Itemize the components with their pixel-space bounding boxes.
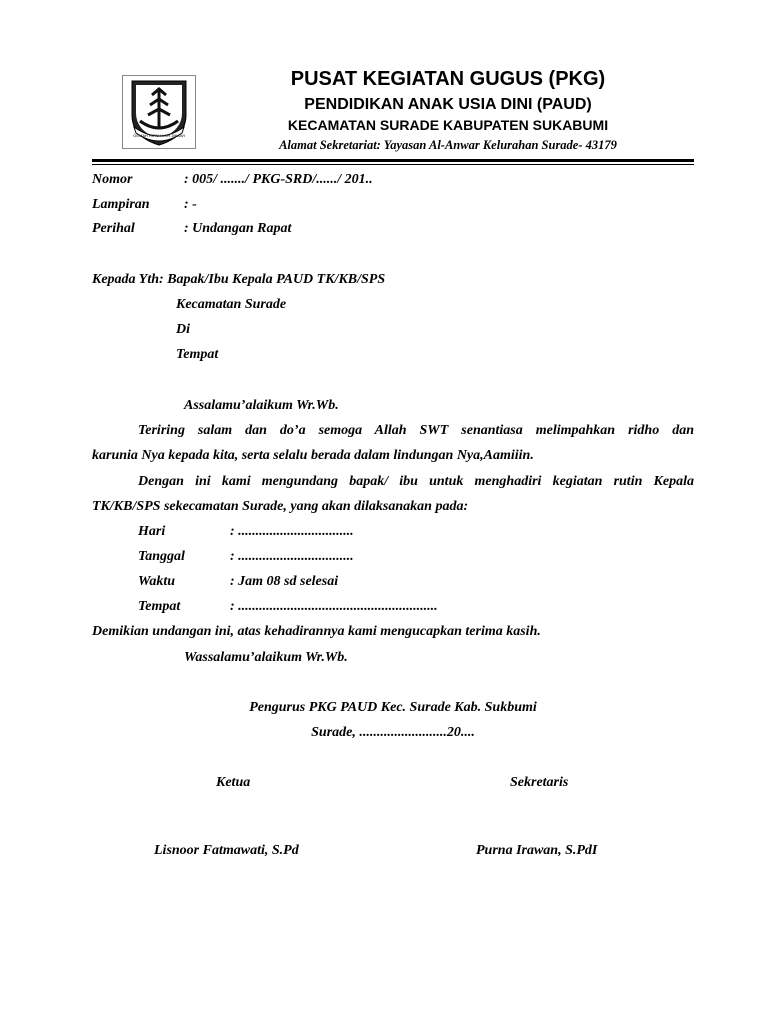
detail-value-hari: : ................................. (230, 524, 354, 539)
org-title: PUSAT KEGIATAN GUGUS (PKG) (290, 68, 606, 90)
signature-left-title: Ketua (216, 775, 251, 790)
paragraph-1-line-2: karunia Nya kepada kita, serta selalu berada dalam lindungan Nya,Aamiiin. (92, 448, 534, 463)
detail-value-waktu: : Jam 08 sd selesai (230, 574, 339, 589)
recipient-line4: Tempat (176, 347, 219, 362)
recipient-line3: Di (176, 322, 190, 337)
header-divider-thick (92, 159, 694, 162)
org-address: Alamat Sekretariat: Yayasan Al-Anwar Kelurahan Surade- 43179 (279, 138, 617, 152)
header-divider-thin (92, 164, 694, 165)
meta-value-nomor: : 005/ ......./ PKG-SRD/....../ 201.. (184, 172, 373, 187)
detail-label-hari: Hari (138, 524, 166, 539)
paragraph-2-line-1-text: Dengan ini kami mengundang bapak/ ibu untuk menghadiri kegiatan rutin Kepala (138, 474, 694, 489)
signature-right-name: Purna Irawan, S.PdI (476, 843, 598, 858)
org-subtitle: PENDIDIKAN ANAK USIA DINI (PAUD) (304, 96, 592, 113)
regency-crest-icon (122, 75, 196, 149)
detail-label-tanggal: Tanggal (138, 549, 185, 564)
recipient-line2: Kecamatan Surade (176, 297, 287, 312)
paragraph-1-line-1 (92, 423, 694, 439)
recipient-line1: Kepada Yth: Bapak/Ibu Kepala PAUD TK/KB/SPS (92, 272, 386, 287)
detail-label-waktu: Waktu (138, 574, 176, 589)
closing-sentence: Demikian undangan ini, atas kehadirannya kami mengucapkan terima kasih. (92, 624, 541, 639)
greeting: Assalamu’alaikum Wr.Wb. (184, 398, 339, 413)
meta-label-lampiran: Lampiran (92, 197, 150, 212)
detail-label-tempat: Tempat (138, 599, 181, 614)
meta-label-nomor: Nomor (92, 172, 133, 187)
signature-left-name: Lisnoor Fatmawati, S.Pd (154, 843, 299, 858)
paragraph-2-line-1 (92, 474, 694, 490)
signature-place-date: Surade, .........................20.... (311, 725, 475, 740)
detail-value-tempat: : ......................................................... (230, 599, 438, 614)
org-district: KECAMATAN SURADE KABUPATEN SUKABUMI (287, 117, 609, 133)
farewell: Wassalamu’alaikum Wr.Wb. (184, 650, 348, 665)
meta-value-perihal: : Undangan Rapat (184, 221, 292, 236)
meta-label-perihal: Perihal (92, 221, 135, 236)
paragraph-1-line-1-text: Teriring salam dan do’a semoga Allah SWT senantiasa melimpahkan ridho dan (138, 423, 694, 438)
paragraph-2-line-2: TK/KB/SPS sekecamatan Surade, yang akan dilaksanakan pada: (92, 499, 469, 514)
signature-org: Pengurus PKG PAUD Kec. Surade Kab. Sukbumi (249, 700, 537, 715)
crest-motto: GEMAH RIPAH LOH JINAWI (133, 133, 185, 138)
detail-value-tanggal: : ................................. (230, 549, 354, 564)
signature-right-title: Sekretaris (510, 775, 569, 790)
meta-value-lampiran: : - (184, 197, 197, 212)
